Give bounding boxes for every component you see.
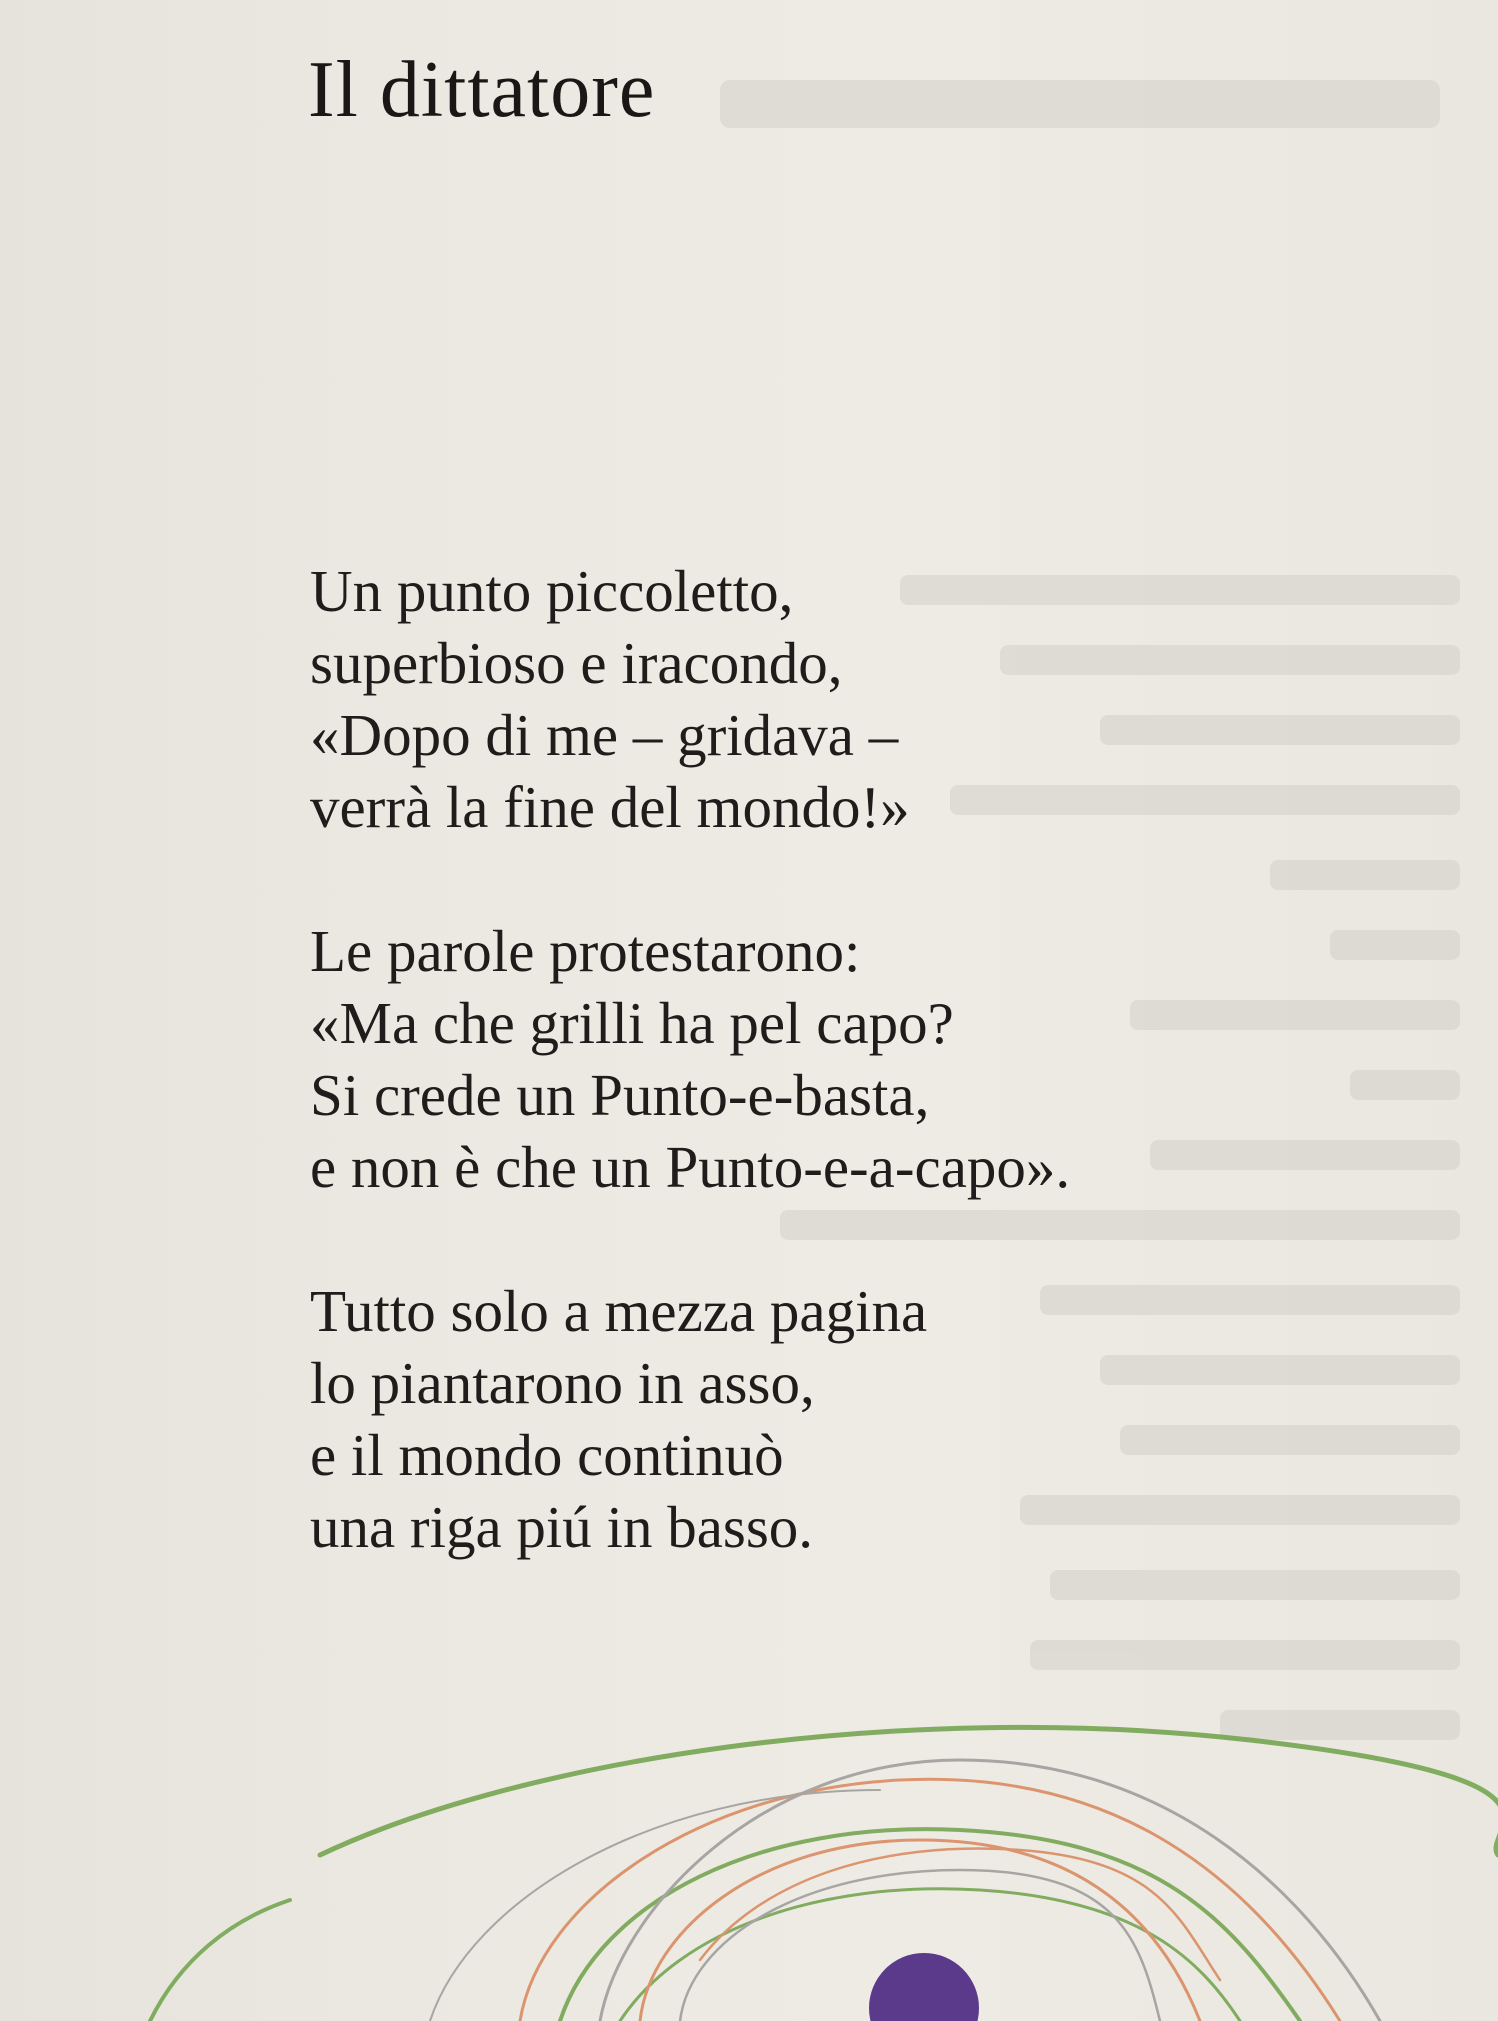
poem-line: Si crede un Punto-e-basta, [310,1062,930,1128]
purple-dot [869,1953,979,2021]
poem-line: e non è che un Punto-e-a-capo». [310,1134,1071,1200]
stanza-3 [310,1275,1070,1563]
poem-title: Il dittatore [308,46,656,134]
poem-line: Un punto piccoletto, [310,558,794,624]
poem-line: superbioso e iracondo, [310,630,843,696]
poem-body [310,555,1070,1635]
poem-line: e il mondo continuò [310,1422,784,1488]
poem-line: una riga piú in basso. [310,1494,814,1560]
poem-line: Tutto solo a mezza pagina [310,1278,928,1344]
stanza-1 [310,555,1070,843]
poem-line: «Dopo di me – gridava – [310,702,899,768]
stanza-2 [310,915,1070,1203]
poem-line: Le parole protestarono: [310,918,861,984]
poem-line: «Ma che grilli ha pel capo? [310,990,954,1056]
poem-line: lo piantarono in asso, [310,1350,815,1416]
poem-line: verrà la fine del mondo!» [310,774,910,840]
